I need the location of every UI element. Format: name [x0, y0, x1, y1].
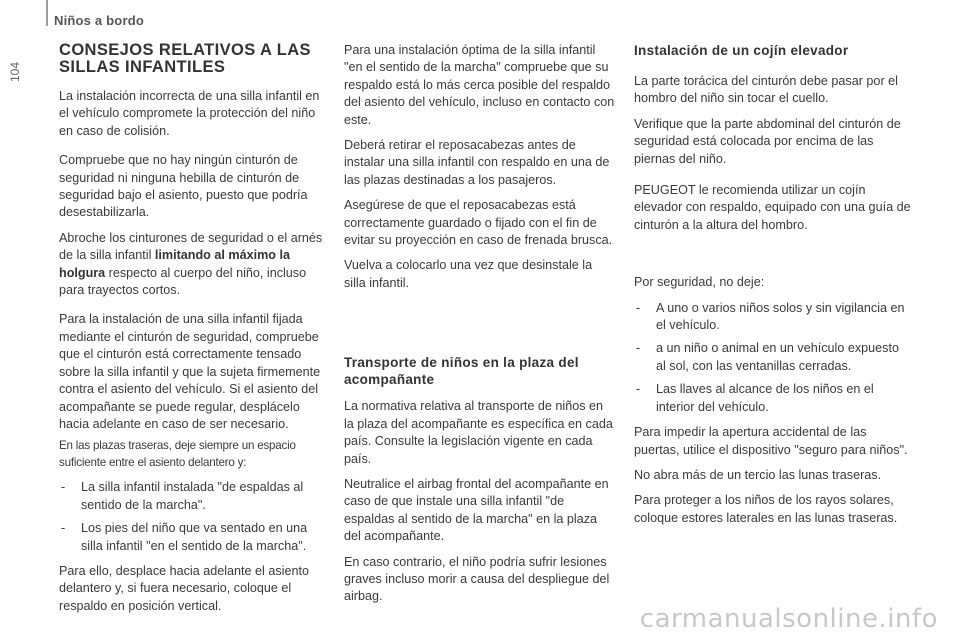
paragraph: Verifique que la parte abdominal del cinturón de seguridad está colocada por encima de las piernas del niño. — [634, 116, 901, 166]
list-item: - A uno o varios niños solos y sin vigilancia en el vehículo. — [634, 300, 912, 335]
paragraph: En las plazas traseras, deje siempre un espacio suficiente entre el asiento delantero y: — [59, 439, 296, 470]
dash-list — [59, 479, 329, 555]
paragraph: Para una instalación óptima de la silla infantil "en el sentido de la marcha" compruebe que su respaldo está lo más cerca posible del respaldo del asiento del vehículo, incluso en contacto con este. — [344, 43, 615, 127]
page-number: 104 — [8, 61, 22, 82]
subheading: Transporte de niños en la plaza del acompañante — [344, 355, 579, 388]
paragraph: Para proteger a los niños de los rayos solares, coloque estores laterales en las lunas traseras. — [634, 493, 898, 525]
paragraph: Vuelva a colocarlo una vez que desinstale la silla infantil. — [344, 258, 593, 290]
watermark: carmanualsonline.info — [639, 604, 938, 634]
paragraph: PEUGEOT le recomienda utilizar un cojín elevador con respaldo, equipado con una guía de cinturón a la altura del hombro. — [634, 183, 911, 232]
page-heading: CONSEJOS RELATIVOS A LAS SILLAS INFANTILES — [59, 41, 311, 76]
list-item: - La silla infantil instalada "de espaldas al sentido de la marcha". — [59, 479, 329, 514]
list-item: - a un niño o animal en un vehículo expuesto al sol, con las ventanillas cerradas. — [634, 340, 912, 375]
text-run: Abroche los cinturones de seguridad o el arnés de la silla infantil — [59, 230, 323, 263]
text-run: respecto al cuerpo del niño, incluso para trayectos cortos. — [59, 265, 307, 298]
paragraph: En caso contrario, el niño podría sufrir lesiones graves incluso morir a causa del despliegue del airbag. — [344, 554, 610, 604]
column-1 — [59, 42, 329, 623]
paragraph — [59, 230, 329, 300]
list-item: - Los pies del niño que va sentado en una silla infantil "en el sentido de la marcha". — [59, 520, 329, 555]
paragraph: Por seguridad, no deje: — [634, 275, 765, 290]
paragraph: No abra más de un tercio las lunas traseras. — [634, 467, 882, 482]
header-rule — [46, 0, 48, 26]
column-3 — [634, 42, 912, 535]
section-title: Niños a bordo — [54, 13, 144, 28]
paragraph: Neutralice el airbag frontal del acompañante en caso de que instale una silla infantil "de espaldas al sentido de la marcha" en la plaza del acompañante. — [344, 476, 609, 544]
paragraph: La parte torácica del cinturón debe pasar por el hombro del niño sin tocar el cuello. — [634, 74, 898, 106]
paragraph: Para impedir la apertura accidental de las puertas, utilice el dispositivo "seguro para niños". — [634, 425, 908, 457]
subheading: Instalación de un cojín elevador — [634, 43, 849, 58]
list-item: - Las llaves al alcance de los niños en el interior del vehículo. — [634, 381, 912, 416]
paragraph: Deberá retirar el reposacabezas antes de instalar una silla infantil con respaldo en una de las plazas destinadas a los pasajeros. — [344, 138, 610, 187]
paragraph: La instalación incorrecta de una silla infantil en el vehículo compromete la protección del niño en caso de colisión. — [59, 89, 320, 138]
bold-text: limitando al máximo la holgura — [59, 248, 290, 280]
dash-list — [634, 300, 912, 416]
paragraph: Compruebe que no hay ningún cinturón de seguridad ni ninguna hebilla de cinturón de seguridad bajo el asiento, puesto que podría desestabilizarla. — [59, 153, 308, 220]
column-2 — [344, 42, 616, 614]
paragraph: Para ello, desplace hacia adelante el asiento delantero y, si fuera necesario, coloque el respaldo en posición vertical. — [59, 563, 309, 613]
paragraph: La normativa relativa al transporte de niños en la plaza del acompañante es específica en cada país. Consulte la legislación vigente en cada país. — [344, 399, 613, 466]
paragraph: Para la instalación de una silla infantil fijada mediante el cinturón de seguridad, compruebe que el cinturón está correctamente tensado sobre la silla infantil y que la sujeta firmemente contra el asiento del vehículo. Si el asiento del acompañante se puede regular, desplácelo hacia adelante en caso de ser necesario. — [59, 312, 321, 431]
paragraph: Asegúrese de que el reposacabezas está correctamente guardado o fijado con el fin de evitar su proyección en caso de frenada brusca. — [344, 198, 613, 248]
